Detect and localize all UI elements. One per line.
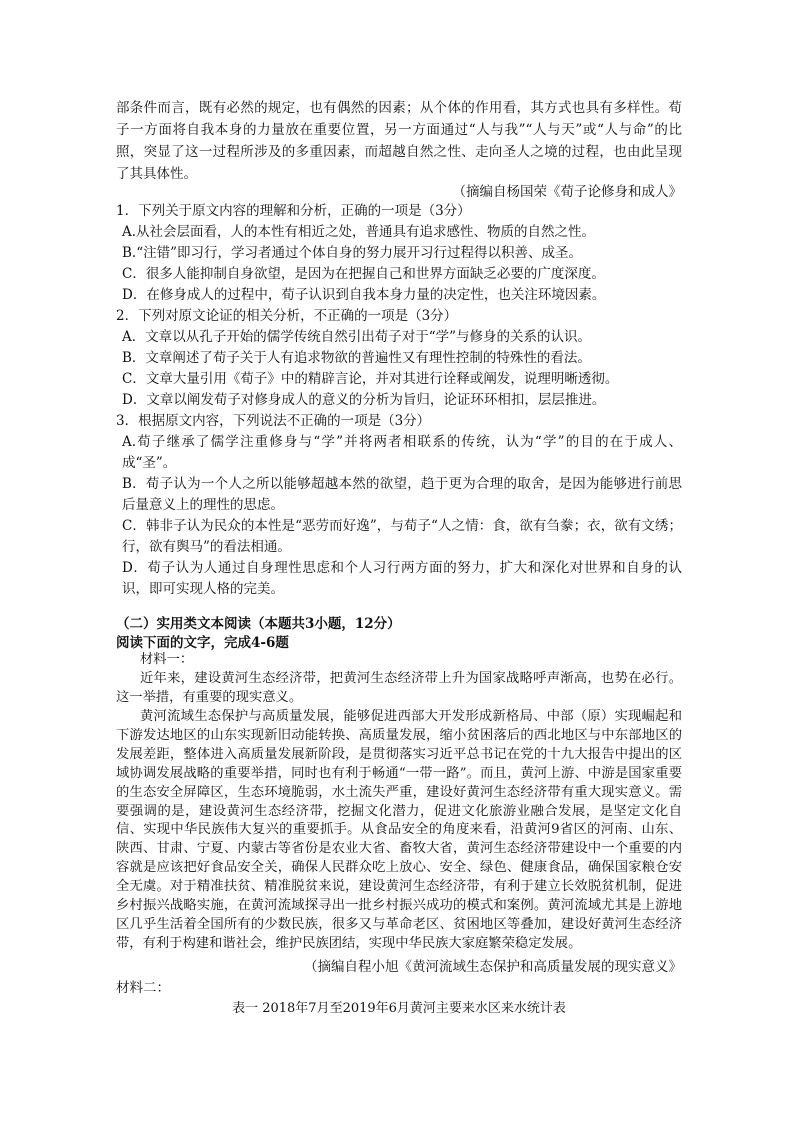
material-1-paragraph-1: 近年来，建设黄河生态经济带，把黄河生态经济带上升为国家战略呼声渐高，也势在必行。这一举措，有重要的现实意义。 [116,671,682,705]
question-stem: 1．下列关于原文内容的理解和分析，正确的一项是（3分） [116,203,471,219]
question-2 [116,306,682,411]
option-c: C．很多人能抑制自身欲望，是因为在把握自己和世界方面缺乏必要的广度深度。 [122,266,605,282]
option-a: A．文章以从孔子开始的儒学传统自然引出荀子对于“学”与修身的关系的认识。 [122,329,592,345]
option-a: A.荀子继承了儒学注重修身与“学”并将两者相联系的传统，认为“学”的目的在于成人、成“圣”。 [122,434,682,471]
option-c: C．文章大量引用《荀子》中的精辟言论，并对其进行诠释或阐发，说理明晰透彻。 [122,371,619,387]
question-3 [116,411,682,600]
question-1 [116,201,682,306]
question-stem: 3．根据原文内容，下列说法不正确的一项是（3分） [116,413,431,429]
intro-paragraph: 部条件而言，既有必然的规定，也有偶然的因素；从个体的作用看，其方式也具有多样性。荀子一方面将自我本身的力量放在重要位置，另一方面通过“人与我”“人与天”或“人与命”的比照，突显了这一过程所涉及的多重因素，而超越自然之性、走向圣人之境的过程，也由此呈现了其具体性。 [116,100,682,182]
table-caption: 表一 2018年7月至2019年6月黄河主要来水区来水统计表 [232,1001,566,1016]
source-citation-2: （摘编自程小旭《黄河流域生态保护和高质量发展的现实意义》 [304,959,682,975]
source-citation-1: （摘编自杨国荣《荀子论修身和成人》 [452,184,682,200]
option-b: B．荀子认为一个人之所以能够超越本然的欲望，趋于更为合理的取舍，是因为能够进行前思后量意义上的理性的思虑。 [122,476,682,513]
option-a: A.从社会层面看，人的本性有相近之处，普通具有追求感性、物质的自然之性。 [122,224,596,240]
option-b: B．文章阐述了荀子关于人有追求物欲的普遍性又有理性控制的特殊性的看法。 [122,350,591,366]
material-1-label: 材料一： [140,652,194,667]
option-b: B.“注错”即习行，学习者通过个体自身的努力展开习行过程得以积善、成圣。 [122,245,583,261]
section-title: （二）实用类文本阅读（本题共3小题，12分） [116,616,401,632]
option-c: C．韩非子认为民众的本性是“恶劳而好逸”，与荀子“人之情：食，欲有刍豢；衣，欲有文绣；行，欲有舆马”的看法相通。 [122,518,682,555]
option-d: D．荀子认为人通过自身理性思虑和个人习行两方面的努力，扩大和深化对世界和自身的认识，即可实现人格的完美。 [122,560,682,597]
material-2-label: 材料二： [116,980,170,996]
option-d: D．文章以阐发荀子对修身成人的意义的分析为旨归，论证环环相扣，层层推进。 [122,392,606,408]
section-instruction: 阅读下面的文字，完成4-6题 [116,635,289,651]
option-d: D．在修身成人的过程中，荀子认识到自我本身力量的决定性，也关注环境因素。 [122,287,606,303]
material-1-paragraph-2: 黄河流域生态保护与高质量发展，能够促进西部大开发形成新格局、中部（原）实现崛起和下游发达地区的山东实现新旧动能转换、高质量发展，缩小贫困落后的西北地区与中东部地区的发展差距，整体进入高质量发展新阶段，是贯彻落实习近平总书记在党的十九大报告中提出的区域协调发展战略的重要举措，同时也有利于畅通“一带一路”。而且，黄河上游、中游是国家重要的生态安全屏障区，生态环境脆弱，水土流失严重，建设好黄河生态经济带有重大现实意义。需要强调的是，建设黄河生态经济带，挖掘文化潜力，促进文化旅游业融合发展，是坚定文化自信、实现中华民族伟大复兴的重要抓手。从食品安全的角度来看，沿黄河9省区的河南、山东、陕西、甘肃、宁夏、内蒙古等省份是农业大省、畜牧大省，黄河生态经济带建设中一个重要的内容就是应该把好食品安全关，确保人民群众吃上放心、安全、绿色、健康食品，确保国家粮仓安全无虞。对于精准扶贫、精准脱贫来说，建设黄河生态经济带，有利于建立长效脱贫机制，促进乡村振兴战略实施，在黄河流域探寻出一批乡村振兴成功的模式和案例。黄河流域尤其是上游地区几乎生活着全国所有的少数民族，很多又与革命老区、贫困地区等叠加，建设好黄河生态经济带，有利于构建和谐社会，维护民族团结，实现中华民族大家庭繁荣稳定发展。 [116,709,682,951]
question-stem: 2．下列对原文论证的相关分析，不正确的一项是（3分） [116,308,458,324]
